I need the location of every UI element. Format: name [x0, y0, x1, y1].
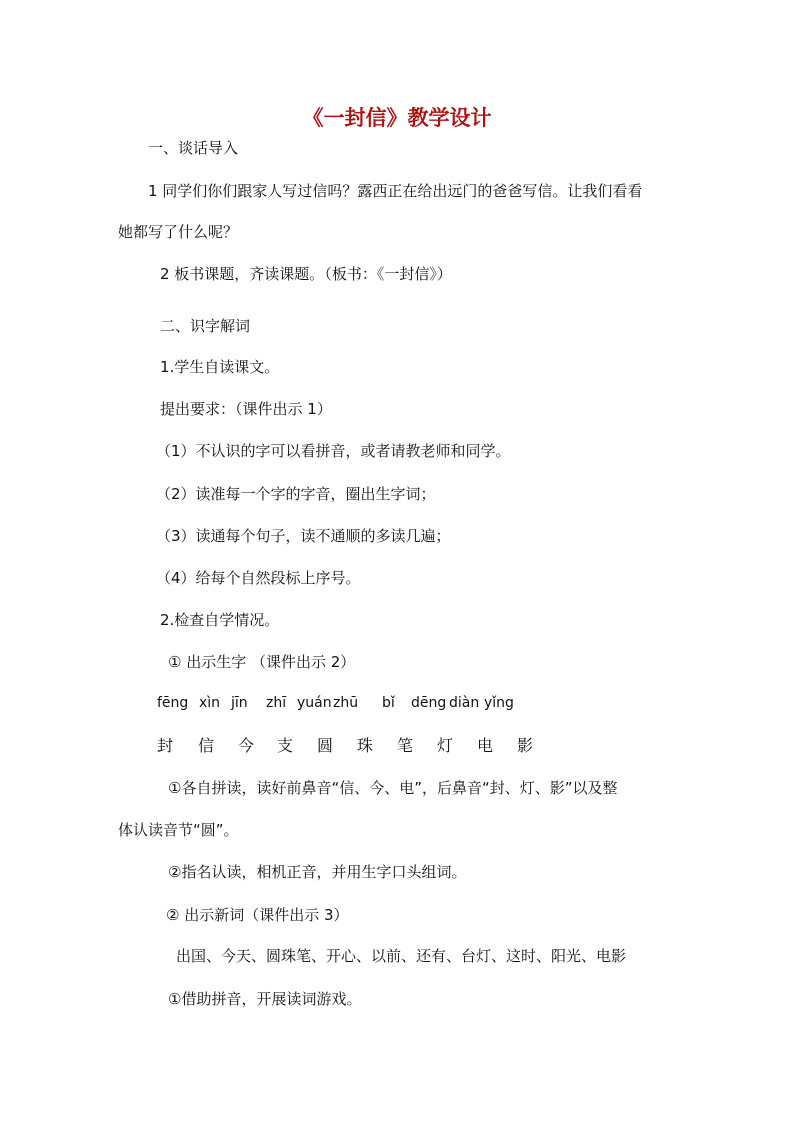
char-xin: 信	[198, 736, 215, 755]
section-heading-literacy: 二、识字解词	[160, 317, 251, 335]
step-self-reading: 1.学生自读课文。	[160, 358, 280, 376]
char-zhi: 支	[277, 736, 294, 755]
pinyin-jin: jīn	[231, 695, 248, 711]
paragraph-board-title: 2 板书课题，齐读课题。（板书：《一封信》）	[160, 265, 452, 283]
char-deng: 灯	[437, 736, 454, 755]
pinyin-ying: yǐng	[484, 695, 514, 711]
requirement-3: （3）读通每个句子，读不通顺的多读几遍；	[156, 527, 451, 545]
task-spell-reading-cont: 体认读音节“圆”。	[118, 821, 239, 839]
task-spell-reading: ①各自拼读，读好前鼻音“信、今、电”，后鼻音“封、灯、影”以及整	[168, 779, 618, 797]
pinyin-xin: xìn	[199, 695, 221, 711]
pinyin-deng: dēng	[411, 695, 447, 711]
pinyin-yuan: yuán	[297, 695, 332, 711]
show-words-heading: ② 出示新词（课件出示 3）	[166, 906, 349, 924]
task-named-reading: ②指名认读，相机正音，并用生字口头组词。	[168, 863, 467, 881]
new-words-list: 出国、今天、圆珠笔、开心、以前、还有、台灯、这时、阳光、电影	[176, 947, 627, 965]
task-word-game: ①借助拼音，开展读词游戏。	[168, 990, 362, 1008]
char-bi: 笔	[397, 736, 414, 755]
char-feng: 封	[157, 736, 174, 755]
paragraph-question-cont: 她都写了什么呢？	[118, 223, 239, 241]
show-characters-heading: ① 出示生字 （课件出示 2）	[168, 653, 356, 671]
pinyin-dian: diàn	[449, 695, 480, 711]
pinyin-feng: fēng	[157, 695, 189, 711]
document-title: 《一封信》教学设计	[302, 105, 492, 130]
pinyin-zhi: zhī	[266, 695, 287, 711]
char-yuan: 圆	[317, 736, 334, 755]
paragraph-question: 1 同学们你们跟家人写过信吗？露西正在给出远门的爸爸写信。让我们看看	[148, 182, 643, 200]
char-jin: 今	[238, 736, 255, 755]
char-zhu: 珠	[357, 736, 374, 755]
pinyin-zhu: zhū	[333, 695, 359, 711]
requirements-intro: 提出要求：（课件出示 1）	[160, 400, 332, 418]
pinyin-bi: bǐ	[382, 695, 395, 711]
requirement-4: （4）给每个自然段标上序号。	[156, 569, 361, 587]
section-heading-intro: 一、谈话导入	[148, 139, 239, 157]
step-check: 2.检查自学情况。	[160, 611, 280, 629]
requirement-1: （1）不认识的字可以看拼音，或者请教老师和同学。	[156, 442, 511, 460]
requirement-2: （2）读准每一个字的字音，圈出生字词；	[156, 485, 436, 503]
char-ying: 影	[517, 736, 534, 755]
char-dian: 电	[477, 736, 494, 755]
